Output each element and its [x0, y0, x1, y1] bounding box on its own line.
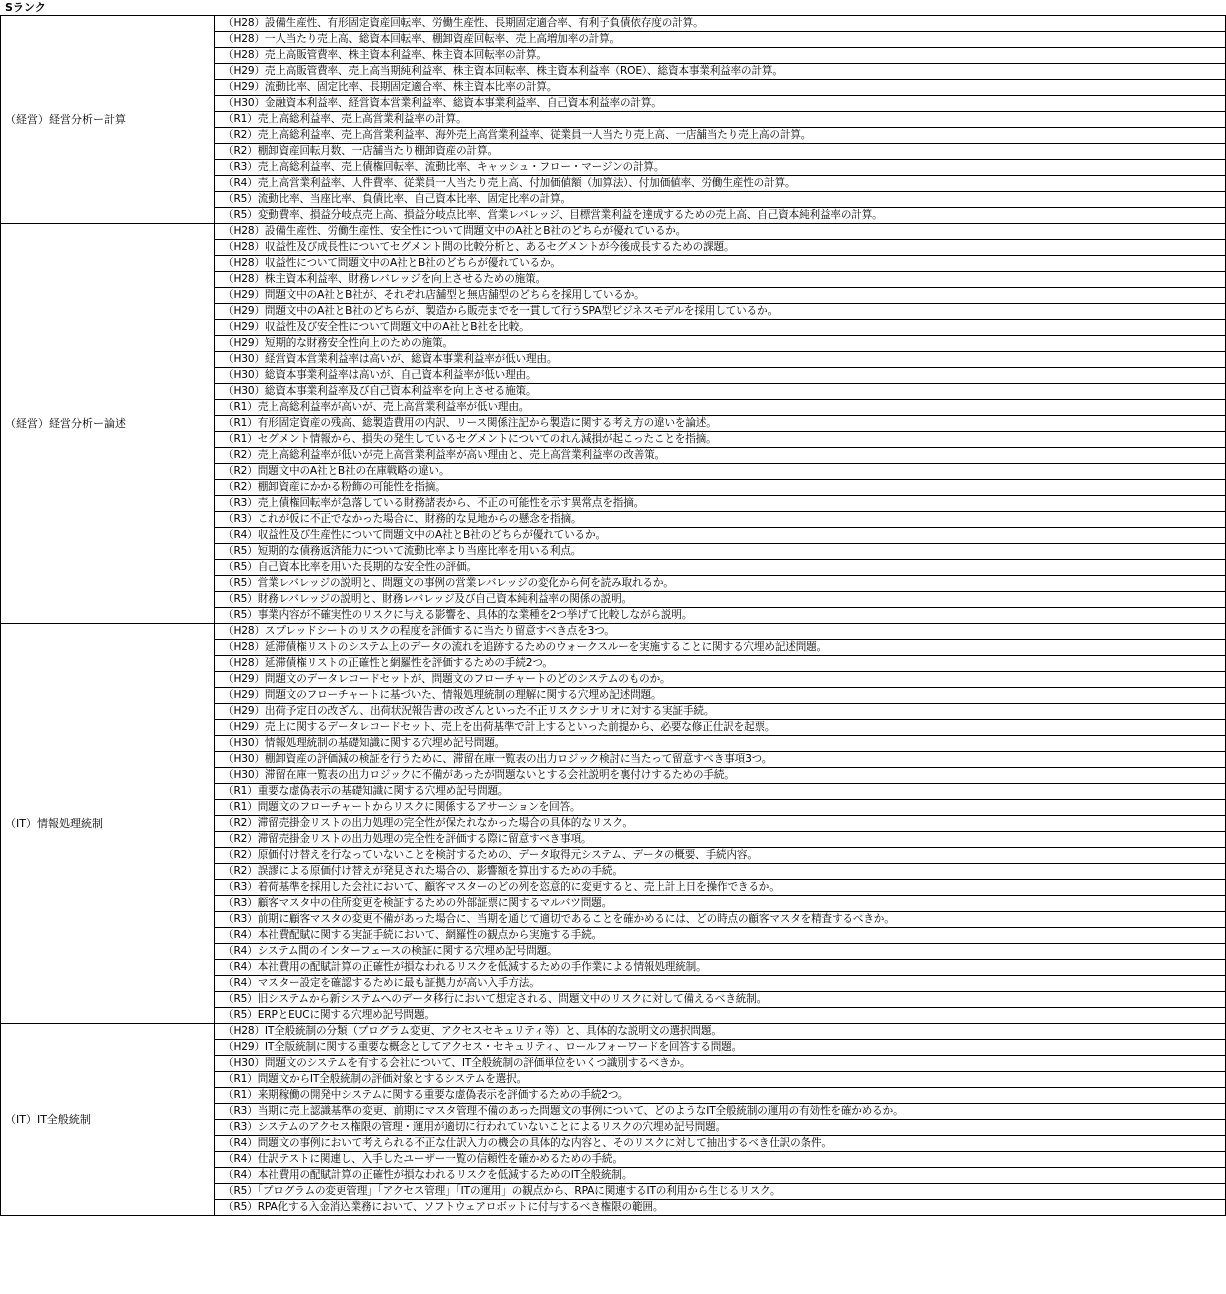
table-row: [1, 1024, 1226, 1040]
topic-cell: （R4）本社費用の配賦計算の正確性が損なわれるリスクを低減するためのIT全般統制。: [215, 1168, 1226, 1184]
topic-cell: （R2）売上高総利益率が低いが売上高営業利益率が高い理由と、売上高営業利益率の改善策。: [215, 448, 1226, 464]
topic-cell: （R5）変動費率、損益分岐点売上高、損益分岐点比率、営業レバレッジ、目標営業利益を達成するための売上高、自己資本純利益率の計算。: [215, 208, 1226, 224]
topic-cell: （H29）収益性及び安全性について問題文中のA社とB社を比較。: [215, 320, 1226, 336]
category-cell: （IT）情報処理統制: [1, 624, 215, 1024]
topic-cell: （H30）情報処理統制の基礎知識に関する穴埋め記号問題。: [215, 736, 1226, 752]
topic-cell: （R1）有形固定資産の残高、総製造費用の内訳、リース関係注記から製造に関する考え方の違いを論述。: [215, 416, 1226, 432]
table-row: [1, 624, 1226, 640]
topic-cell: （H30）棚卸資産の評価減の検証を行うために、滞留在庫一覧表の出力ロジック検討に当たって留意すべき事項3つ。: [215, 752, 1226, 768]
topic-cell: （R3）これが仮に不正でなかった場合に、財務的な見地からの懸念を指摘。: [215, 512, 1226, 528]
topic-cell: （R2）棚卸資産にかかる粉飾の可能性を指摘。: [215, 480, 1226, 496]
topic-cell: （R1）売上高総利益率が高いが、売上高営業利益率が低い理由。: [215, 400, 1226, 416]
topic-cell: （R3）売上高総利益率、売上債権回転率、流動比率、キャッシュ・フロー・マージンの計算。: [215, 160, 1226, 176]
topic-cell: （R1）重要な虚偽表示の基礎知識に関する穴埋め記号問題。: [215, 784, 1226, 800]
topic-cell: （R5）財務レバレッジの説明と、財務レバレッジ及び自己資本純利益率の関係の説明。: [215, 592, 1226, 608]
topic-cell: （H28）収益性について問題文中のA社とB社のどちらが優れているか。: [215, 256, 1226, 272]
topic-cell: （R4）問題文の事例において考えられる不正な仕訳入力の機会の具体的な内容と、そのリスクに対して抽出するべき仕訳の条件。: [215, 1136, 1226, 1152]
topic-cell: （H28）売上高販管費率、株主資本利益率、株主資本回転率の計算。: [215, 48, 1226, 64]
topic-cell: （R5）ERPとEUCに関する穴埋め記号問題。: [215, 1008, 1226, 1024]
topic-cell: （H28）一人当たり売上高、総資本回転率、棚卸資産回転率、売上高増加率の計算。: [215, 32, 1226, 48]
topic-cell: （R2）原価付け替えを行なっていないことを検討するための、データ取得元システム、データの概要、手続内容。: [215, 848, 1226, 864]
topic-cell: （R1）来期稼働の開発中システムに関する重要な虚偽表示を評価するための手続2つ。: [215, 1088, 1226, 1104]
topic-cell: （R5）営業レバレッジの説明と、問題文の事例の営業レバレッジの変化から何を読み取れるか。: [215, 576, 1226, 592]
topic-cell: （R5）RPA化する入金消込業務において、ソフトウェアロボットに付与するべき権限の範囲。: [215, 1200, 1226, 1216]
topic-cell: （H30）総資本事業利益率は高いが、自己資本利益率が低い理由。: [215, 368, 1226, 384]
topic-cell: （R4）システム間のインターフェースの検証に関する穴埋め記号問題。: [215, 944, 1226, 960]
topic-cell: （H30）滞留在庫一覧表の出力ロジックに不備があったが問題ないとする会社説明を裏付けするための手続。: [215, 768, 1226, 784]
topic-cell: （H30）金融資本利益率、経営資本営業利益率、総資本事業利益率、自己資本利益率の計算。: [215, 96, 1226, 112]
topic-cell: （H29）問題文中のA社とB社のどちらが、製造から販売までを一貫して行うSPA型ビジネスモデルを採用しているか。: [215, 304, 1226, 320]
topic-cell: （H29）流動比率、固定比率、長期固定適合率、株主資本比率の計算。: [215, 80, 1226, 96]
topic-cell: （H28）収益性及び成長性についてセグメント間の比較分析と、あるセグメントが今後成長するための課題。: [215, 240, 1226, 256]
topic-cell: （H28）延滞債権リストのシステム上のデータの流れを追跡するためのウォークスルーを実施することに関する穴埋め記述問題。: [215, 640, 1226, 656]
topic-cell: （R4）売上高営業利益率、人件費率、従業員一人当たり売上高、付加価値額（加算法）、付加価値率、労働生産性の計算。: [215, 176, 1226, 192]
category-cell: （IT）IT全般統制: [1, 1024, 215, 1216]
rank-table: [0, 15, 1226, 1216]
topic-cell: （H29）IT全版統制に関する重要な概念としてアクセス・セキュリティ、ロールフォーワードを回答する問題。: [215, 1040, 1226, 1056]
topic-cell: （H29）短期的な財務安全性向上のための施策。: [215, 336, 1226, 352]
topic-cell: （R2）滞留売掛金リストの出力処理の完全性を評価する際に留意すべき事項。: [215, 832, 1226, 848]
topic-cell: （R4）収益性及び生産性について問題文中のA社とB社のどちらが優れているか。: [215, 528, 1226, 544]
topic-cell: （R5）短期的な債務返済能力について流動比率より当座比率を用いる利点。: [215, 544, 1226, 560]
topic-cell: （H28）設備生産性、労働生産性、安全性について問題文中のA社とB社のどちらが優れているか。: [215, 224, 1226, 240]
rank-table-body: [1, 16, 1226, 1216]
topic-cell: （R2）売上高総利益率、売上高営業利益率、海外売上高営業利益率、従業員一人当たり売上高、一店舗当たり売上高の計算。: [215, 128, 1226, 144]
topic-cell: （R5）流動比率、当座比率、負債比率、自己資本比率、固定比率の計算。: [215, 192, 1226, 208]
topic-cell: （R4）仕訳テストに関連し、入手したユーザー一覧の信頼性を確かめるための手続。: [215, 1152, 1226, 1168]
topic-cell: （H30）総資本事業利益率及び自己資本利益率を向上させる施策。: [215, 384, 1226, 400]
topic-cell: （R5）「プログラムの変更管理」「アクセス管理」「ITの運用」の観点から、RPAに関連するITの利用から生じるリスク。: [215, 1184, 1226, 1200]
topic-cell: （R2）棚卸資産回転月数、一店舗当たり棚卸資産の計算。: [215, 144, 1226, 160]
topic-cell: （H30）問題文のシステムを有する会社について、IT全般統制の評価単位をいくつ識別するべきか。: [215, 1056, 1226, 1072]
topic-cell: （R3）売上債権回転率が急落している財務諸表から、不正の可能性を示す異常点を指摘。: [215, 496, 1226, 512]
topic-cell: （H29）問題文のデータレコードセットが、問題文のフローチャートのどのシステムのものか。: [215, 672, 1226, 688]
table-row: [1, 16, 1226, 32]
topic-cell: （R5）旧システムから新システムへのデータ移行において想定される、問題文中のリスクに対して備えるべき統制。: [215, 992, 1226, 1008]
topic-cell: （H29）出荷予定日の改ざん、出荷状況報告書の改ざんといった不正リスクシナリオに対する実証手続。: [215, 704, 1226, 720]
topic-cell: （H29）問題文のフローチャートに基づいた、情報処理統制の理解に関する穴埋め記述問題。: [215, 688, 1226, 704]
topic-cell: （R3）システムのアクセス権限の管理・運用が適切に行われていないことによるリスクの穴埋め記号問題。: [215, 1120, 1226, 1136]
topic-cell: （H29）問題文中のA社とB社が、それぞれ店舗型と無店舗型のどちらを採用しているか。: [215, 288, 1226, 304]
topic-cell: （H28）IT全般統制の分類（プログラム変更、アクセスセキュリティ等）と、具体的な説明文の選択問題。: [215, 1024, 1226, 1040]
topic-cell: （R3）顧客マスタ中の住所変更を検証するための外部証票に関するマルバツ問題。: [215, 896, 1226, 912]
topic-cell: （H30）経営資本営業利益率は高いが、総資本事業利益率が低い理由。: [215, 352, 1226, 368]
topic-cell: （R2）問題文中のA社とB社の在庫戦略の違い。: [215, 464, 1226, 480]
topic-cell: （H28）設備生産性、有形固定資産回転率、労働生産性、長期固定適合率、有利子負債依存度の計算。: [215, 16, 1226, 32]
topic-cell: （R2）誤謬による原価付け替えが発見された場合の、影響額を算出するための手続。: [215, 864, 1226, 880]
topic-cell: （R4）本社費配賦に関する実証手続において、網羅性の観点から実施する手続。: [215, 928, 1226, 944]
topic-cell: （R4）マスター設定を確認するために最も証拠力が高い入手方法。: [215, 976, 1226, 992]
topic-cell: （R5）自己資本比率を用いた長期的な安全性の評価。: [215, 560, 1226, 576]
page-title: Sランク: [5, 1, 46, 14]
topic-cell: （H28）延滞債権リストの正確性と網羅性を評価するための手続2つ。: [215, 656, 1226, 672]
topic-cell: （R1）問題文のフローチャートからリスクに関係するアサーションを回答。: [215, 800, 1226, 816]
topic-cell: （R2）滞留売掛金リストの出力処理の完全性が保たれなかった場合の具体的なリスク。: [215, 816, 1226, 832]
topic-cell: （H28）株主資本利益率、財務レバレッジを向上させるための施策。: [215, 272, 1226, 288]
topic-cell: （R1）問題文からIT全般統制の評価対象とするシステムを選択。: [215, 1072, 1226, 1088]
table-row: [1, 224, 1226, 240]
category-cell: （経営）経営分析ー計算: [1, 16, 215, 224]
topic-cell: （H29）売上に関するデータレコードセット、売上を出荷基準で計上するといった前提から、必要な修正仕訳を起票。: [215, 720, 1226, 736]
topic-cell: （R3）着荷基準を採用した会社において、顧客マスターのどの列を恣意的に変更すると、売上計上日を操作できるか。: [215, 880, 1226, 896]
topic-cell: （R3）前期に顧客マスタの変更不備があった場合に、当期を通じて適切であることを確かめるには、どの時点の顧客マスタを精査するべきか。: [215, 912, 1226, 928]
topic-cell: （R4）本社費用の配賦計算の正確性が損なわれるリスクを低減するための手作業による情報処理統制。: [215, 960, 1226, 976]
topic-cell: （R3）当期に売上認識基準の変更、前期にマスタ管理不備のあった問題文の事例について、どのようなIT全般統制の運用の有効性を確かめるか。: [215, 1104, 1226, 1120]
topic-cell: （H28）スプレッドシートのリスクの程度を評価するに当たり留意すべき点を3つ。: [215, 624, 1226, 640]
topic-cell: （R1）セグメント情報から、損失の発生しているセグメントについてのれん減損が起こったことを指摘。: [215, 432, 1226, 448]
topic-cell: （R1）売上高総利益率、売上高営業利益率の計算。: [215, 112, 1226, 128]
topic-cell: （H29）売上高販管費率、売上高当期純利益率、株主資本回転率、株主資本利益率（ROE）、総資本事業利益率の計算。: [215, 64, 1226, 80]
topic-cell: （R5）事業内容が不確実性のリスクに与える影響を、具体的な業種を2つ挙げて比較しながら説明。: [215, 608, 1226, 624]
category-cell: （経営）経営分析ー論述: [1, 224, 215, 624]
